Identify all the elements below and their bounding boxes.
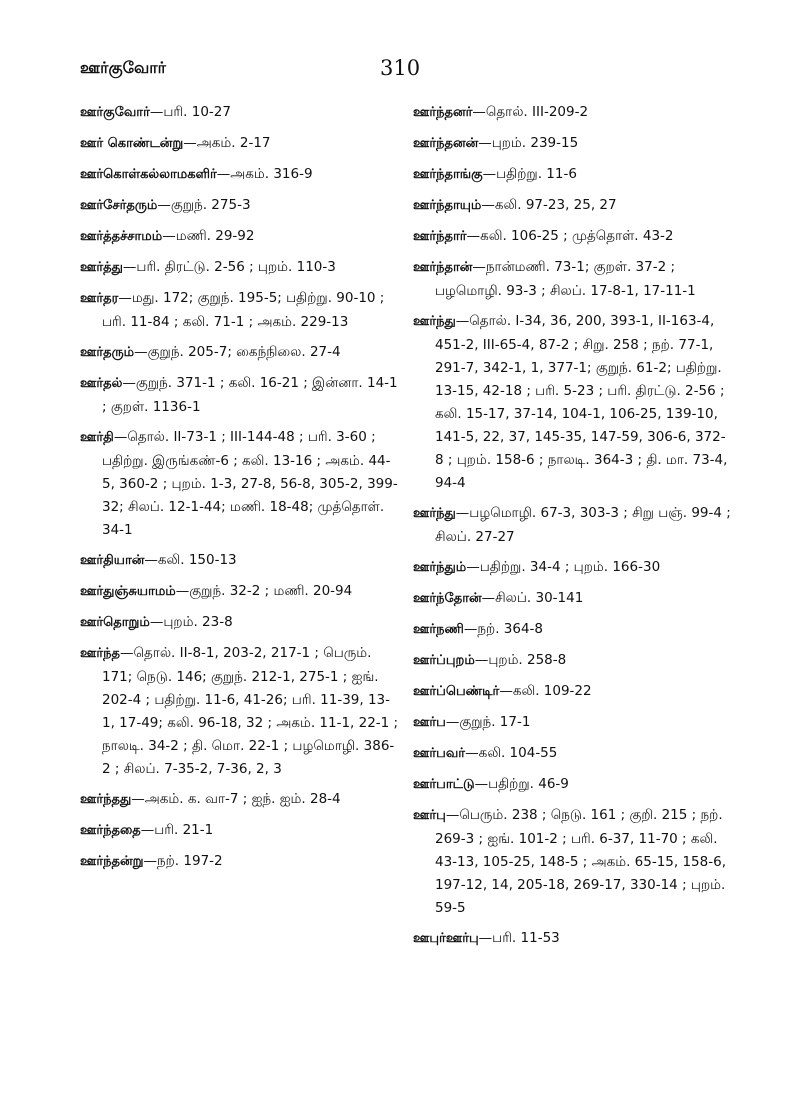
entry-headword: ஊர்த்து — [80, 260, 123, 275]
entry-headword: ஊர்ந்து — [413, 314, 456, 329]
entry-headword: ஊர்துஞ்சுயாமம் — [80, 584, 176, 599]
entry-references: —மது. 172; குறுந். 195-5; பதிற்று. 90-10 ; பரி. 11-84 ; கலி. 71-1 ; அகம். 229-13 — [102, 290, 385, 330]
entry-references: —கலி. 150-13 — [144, 552, 237, 568]
entry-headword: ஊர்தி — [80, 430, 114, 445]
entry-headword: ஊர்ப்பெண்டிர் — [413, 684, 500, 699]
entry-headword: ஊர்சேர்தரும் — [80, 198, 158, 213]
entry-references: —புறம். 239-15 — [478, 135, 579, 151]
entry-headword: ஊர்ந்தாங்கு — [413, 167, 483, 182]
entry-references: —அகம். 316-9 — [216, 166, 313, 182]
index-entry — [413, 162, 733, 186]
index-entry — [413, 255, 733, 302]
entry-headword: ஊர்ந்தார் — [413, 229, 467, 244]
index-entry — [413, 648, 733, 672]
entry-references: —பரி. 21-1 — [140, 822, 214, 838]
entry-references: —பரி. 11-53 — [478, 930, 560, 946]
entry-headword: ஊர்பு — [413, 808, 446, 823]
entry-references: —குறுந். 205-7; கைந்நிலை. 27-4 — [134, 344, 341, 360]
index-entry — [80, 255, 400, 279]
entry-references: —பதிற்று. 11-6 — [482, 166, 577, 182]
entry-references: —புறம். 258-8 — [474, 652, 567, 668]
index-entry — [80, 371, 400, 418]
entry-headword: ஊர்ந்தன்று — [80, 854, 144, 869]
entry-references: —தொல். II-8-1, 203-2, 217-1 ; பெரும். 171; நெடு. 146; குறுந். 212-1, 275-1 ; ஐங். 202-4 ; பதிற்று. 11-6, 41-26; பரி. 11-39, 13-1, 17-49; கலி. 96-18, 32 ; அகம். 11-1, 22-1 ; நாலடி. 34-2 ; தி. மொ. 22-1 ; பழமொழி. 386-2 ; சிலப். 7-35-2, 7-36, 2, 3 — [102, 645, 399, 777]
entry-headword: ஊர்ந்ததை — [80, 823, 141, 838]
entry-references: —தொல். II-73-1 ; III-144-48 ; பரி. 3-60 ; பதிற்று. இருங்கண்-6 ; கலி. 13-16 ; அகம். 44-5, 360-2 ; புறம். 1-3, 27-8, 56-8, 305-2, 399-32; சிலப். 12-1-44; மணி. 18-48; முத்தொள். 34-1 — [102, 429, 398, 538]
entry-references: —பரி. திரட்டு. 2-56 ; புறம். 110-3 — [122, 259, 336, 275]
index-entry — [80, 340, 400, 364]
index-entry — [80, 224, 400, 248]
entry-headword: ஊர்தியான் — [80, 553, 145, 568]
entry-headword: ஊர்கொள்கல்லாமகளிர் — [80, 167, 217, 182]
index-entry — [80, 425, 400, 541]
entry-references: —குறுந். 32-2 ; மணி. 20-94 — [175, 583, 353, 599]
index-entry — [413, 772, 733, 796]
entry-headword: ஊர்ப — [413, 715, 446, 730]
index-entry — [80, 641, 400, 780]
index-entry — [80, 286, 400, 333]
index-entry — [80, 818, 400, 842]
entry-references: —நான்மணி. 73-1; குறள். 37-2 ; பழமொழி. 93-3 ; சிலப். 17-8-1, 17-11-1 — [435, 259, 696, 299]
index-entry — [413, 501, 733, 548]
entry-references: —குறுந். 275-3 — [157, 197, 251, 213]
index-entry — [80, 100, 400, 124]
entry-references: —கலி. 106-25 ; முத்தொள். 43-2 — [466, 228, 674, 244]
entry-headword: ஊபுர்ஊர்பு — [413, 931, 479, 946]
entry-headword: ஊர் கொண்டன்று — [80, 136, 184, 151]
entry-headword: ஊர்ந்தனன் — [413, 136, 479, 151]
index-entry — [80, 162, 400, 186]
index-entry — [413, 309, 733, 494]
entry-references: —பெரும். 238 ; நெடு. 161 ; குறி. 215 ; நற். 269-3 ; ஐங். 101-2 ; பரி. 6-37, 11-70 ; கலி. 43-13, 105-25, 148-5 ; அகம். 65-15, 158-6, 197-12, 14, 205-18, 269-17, 330-14 ; புறம். 59-5 — [435, 807, 726, 916]
index-entry — [413, 131, 733, 155]
entry-references: —நற். 364-8 — [463, 621, 544, 637]
entry-headword: ஊர்ந்தும் — [413, 560, 467, 575]
index-entry — [413, 803, 733, 919]
index-entry — [413, 741, 733, 765]
entry-headword: ஊர்ந்தாயும் — [413, 198, 482, 213]
entry-headword: ஊர்பாட்டு — [413, 777, 475, 792]
entry-references: —தொல். III-209-2 — [472, 104, 589, 120]
index-entry — [413, 710, 733, 734]
entry-references: —பதிற்று. 46-9 — [474, 776, 569, 792]
index-entry — [80, 193, 400, 217]
index-entry — [413, 679, 733, 703]
running-head: ஊர்குவோர் — [80, 58, 167, 77]
entry-headword: ஊர்தரும் — [80, 345, 135, 360]
index-entry — [80, 787, 400, 811]
entry-references: —கலி. 97-23, 25, 27 — [481, 197, 617, 213]
entry-headword: ஊர்ந்த — [80, 646, 120, 661]
index-entry — [413, 555, 733, 579]
entry-references: —அகம். க. வா-7 ; ஐந். ஐம். 28-4 — [131, 791, 341, 807]
entry-references: —சிலப். 30-141 — [481, 590, 584, 606]
entry-references: —புறம். 23-8 — [149, 614, 233, 630]
entry-headword: ஊர்நணி — [413, 622, 464, 637]
left-column — [80, 100, 400, 880]
entry-headword: ஊர்ந்து — [413, 506, 456, 521]
index-entry — [413, 100, 733, 124]
entry-references: —தொல். I-34, 36, 200, 393-1, II-163-4, 451-2, III-65-4, 87-2 ; சிறு. 258 ; நற். 77-1, 291-7, 342-1, 1, 377-1; குறுந். 61-2; பதிற்று. 13-15, 42-18 ; பரி. 5-23 ; பரி. திரட்டு. 2-56 ; கலி. 15-17, 37-14, 104-1, 106-25, 139-10, 141-5, 22, 37, 145-35, 147-59, 306-6, 372-8 ; புறம். 158-6 ; நாலடி. 364-3 ; தி. மா. 73-4, 94-4 — [435, 313, 728, 491]
index-entry — [413, 617, 733, 641]
entry-references: —பதிற்று. 34-4 ; புறம். 166-30 — [466, 559, 661, 575]
entry-references: —நற். 197-2 — [143, 853, 223, 869]
entry-references: —அகம். 2-17 — [183, 135, 271, 151]
entry-headword: ஊர்ப்புறம் — [413, 653, 475, 668]
entry-references: —குறுந். 371-1 ; கலி. 16-21 ; இன்னா. 14-1 ; குறள். 1136-1 — [102, 375, 398, 415]
entry-references: —கலி. 104-55 — [465, 745, 558, 761]
index-entry — [80, 610, 400, 634]
entry-headword: ஊர்குவோர் — [80, 105, 150, 120]
index-entry — [413, 224, 733, 248]
index-entry — [413, 193, 733, 217]
entry-headword: ஊர்ந்தான் — [413, 260, 473, 275]
entry-references: —பரி. 10-27 — [149, 104, 231, 120]
index-entry — [413, 926, 733, 950]
entry-headword: ஊர்தர — [80, 291, 119, 306]
index-entry — [80, 849, 400, 873]
entry-headword: ஊர்ந்தது — [80, 792, 132, 807]
entry-references: —கலி. 109-22 — [499, 683, 592, 699]
entry-headword: ஊர்தல் — [80, 376, 123, 391]
index-entry — [413, 586, 733, 610]
entry-references: —பழமொழி. 67-3, 303-3 ; சிறு பஞ். 99-4 ; சிலப். 27-27 — [435, 505, 731, 545]
entry-references: —மணி. 29-92 — [162, 228, 255, 244]
entry-headword: ஊர்ந்தோன் — [413, 591, 482, 606]
index-entry — [80, 579, 400, 603]
entry-headword: ஊர்த்தச்சாமம் — [80, 229, 163, 244]
entry-headword: ஊர்தொறும் — [80, 615, 150, 630]
entry-headword: ஊர்ந்தனர் — [413, 105, 473, 120]
index-entry — [80, 131, 400, 155]
entry-references: —குறுந். 17-1 — [445, 714, 531, 730]
entry-headword: ஊர்பவர் — [413, 746, 466, 761]
index-entry — [80, 548, 400, 572]
page-number: 310 — [380, 56, 421, 80]
right-column — [413, 100, 733, 957]
